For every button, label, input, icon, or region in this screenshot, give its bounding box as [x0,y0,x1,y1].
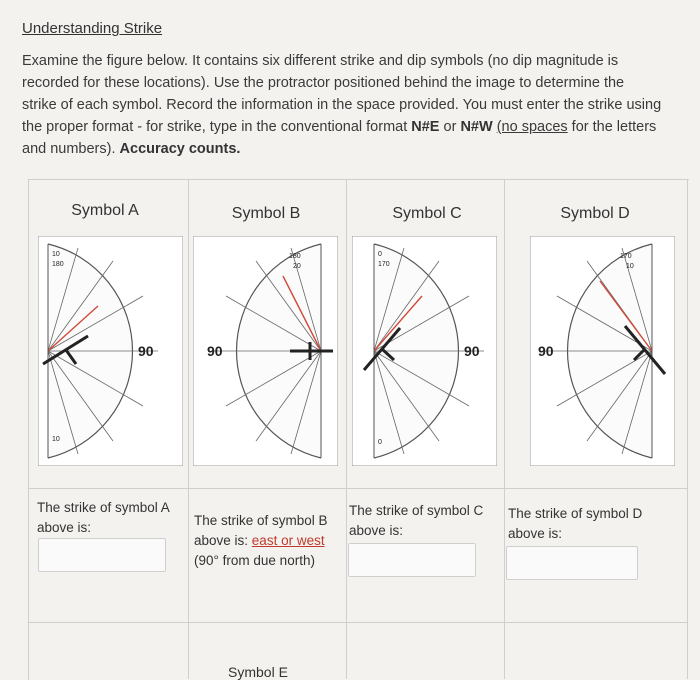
proto-a-bottom-ticks: 10 [52,436,60,443]
symbol-a-title: Symbol A [71,202,139,219]
table-divider [188,179,189,679]
proto-a-mid-label: 90 [138,343,154,359]
symbol-c-title: Symbol C [392,205,462,222]
symbol-b-answer-line2 [194,531,344,551]
symbol-b-answer-label [194,511,344,571]
proto-a-top-ticks: 10 [52,251,60,258]
proto-d-mid-label: 90 [538,343,554,359]
proto-c-top-ticks: 0 [378,251,382,258]
table-divider [346,179,347,679]
proto-b-top-inner: 20 [293,263,301,270]
symbol-a-strike-input[interactable] [38,538,166,572]
proto-d-top-ticks: 170 [620,253,632,260]
table-row-divider [28,622,688,623]
symbol-c-answer-label: The strike of symbol C above is: [349,503,484,538]
symbol-b-answer-line1: The strike of symbol B [194,513,328,528]
proto-c-bottom-ticks: 0 [378,439,382,446]
symbol-b-title: Symbol B [231,205,301,222]
next-symbol-title: Symbol E [228,664,288,680]
east-or-west-link[interactable]: east or west [251,533,325,548]
symbol-d-answer-label: The strike of symbol D above is: [508,506,643,541]
proto-b-mid-label: 90 [207,343,223,359]
no-spaces-note: (no spaces [496,119,568,135]
symbol-b-answer-line3: (90° from due north) [194,553,315,568]
table-divider [687,179,688,679]
protractor-symbol-b [193,236,338,466]
protractor-symbol-a [38,236,183,466]
instructions-text [22,50,662,160]
table-divider [504,179,505,679]
instructions-part2: for the letters and numbers). [22,119,657,157]
symbol-d-title: Symbol D [560,205,630,222]
instructions-part1: Examine the figure below. It contains six different strike and dip symbols (no dip magnitude is recorded for these locations). Use the protractor positioned behind the image to determine the strike of each symbol. Record the information in the space provided. You must enter the strike using the proper format - for strike, type in the conventional format [22,53,662,135]
instructions-or: or [439,119,461,135]
proto-a-top-inner: 180 [52,261,64,268]
proto-d-top-inner: 10 [626,263,634,270]
symbol-a-answer-label: The strike of symbol A above is: [37,500,170,535]
symbol-d-strike-input[interactable] [506,546,638,580]
format-nw: N#W [460,119,493,135]
table-row-divider [28,488,688,489]
proto-c-mid-label: 90 [464,343,480,359]
proto-b-top-ticks: 180 [289,253,301,260]
section-heading: Understanding Strike [22,20,163,37]
protractor-symbol-c [352,236,497,466]
symbol-b-answer-line2-text: above is: [194,533,252,548]
format-ne: N#E [411,119,440,135]
symbol-c-strike-input[interactable] [348,543,476,577]
accuracy-note: Accuracy counts. [119,141,241,157]
protractor-symbol-d [530,236,675,466]
proto-c-top-inner: 170 [378,261,390,268]
